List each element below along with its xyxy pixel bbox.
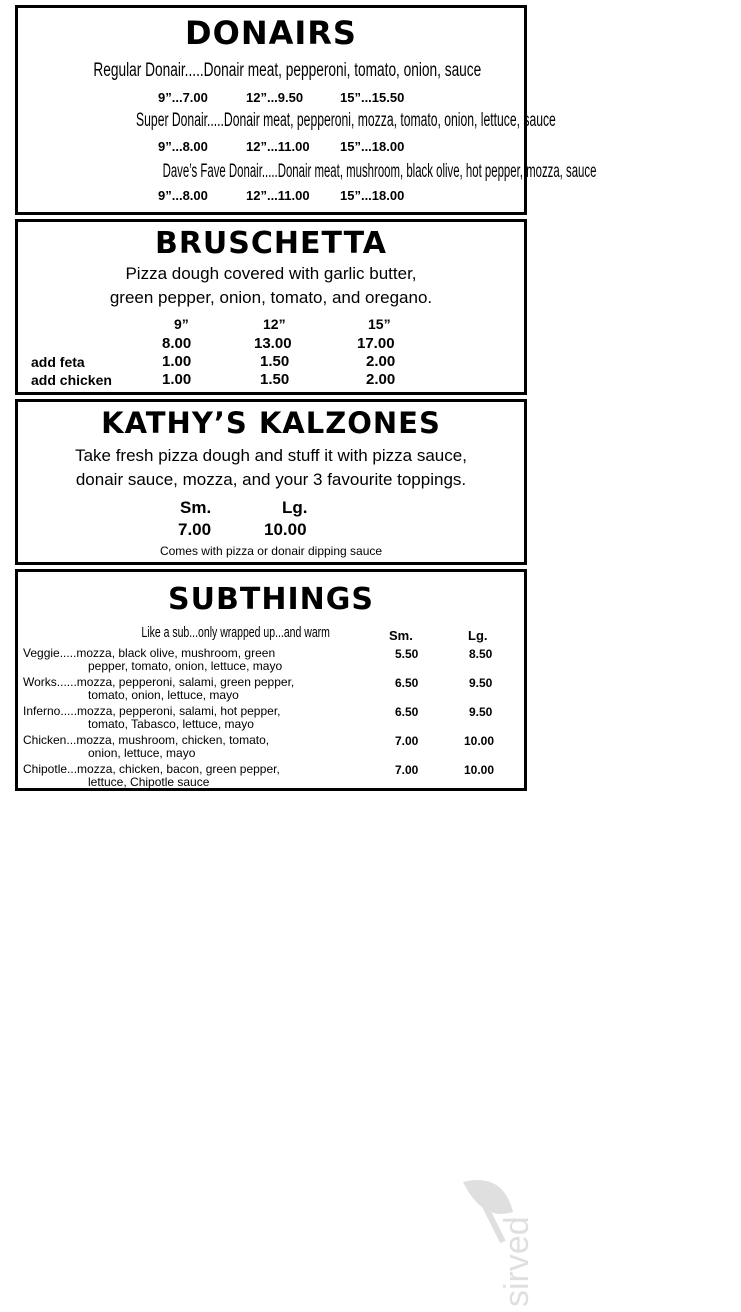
donair-price-12: 12”...11.00 [246,188,310,203]
donair-price-9: 9”...8.00 [158,139,208,154]
sub-item-line-2: tomato, Tabasco, lettuce, mayo [88,717,254,731]
sub-item-line-2: lettuce, Chipotle sauce [88,775,210,789]
donair-item [18,60,524,82]
donair-price-12: 12”...11.00 [246,139,310,154]
sub-item [18,733,524,762]
donair-desc: Regular Donair.....Donair meat, pepperoni, tomato, onion, sauce [93,60,482,81]
sub-item-lg-price: 10.00 [464,763,495,777]
sub-item-sm-price: 7.00 [395,734,419,748]
donairs-title: DONAIRS [185,14,357,52]
bruschetta-price-9: 8.00 [162,335,192,352]
watermark-text: sirved [498,1216,536,1307]
sub-item-sm-price: 6.50 [395,676,419,690]
sub-item-line-1: Chicken...mozza, mushroom, chicken, tomato, [23,733,270,747]
sub-item-lg-price: 10.00 [464,734,495,748]
donair-price-15: 15”...18.00 [340,139,405,154]
chicken-price-12: 1.50 [260,371,290,388]
sub-item-lg-price: 8.50 [469,647,493,661]
sub-item [18,646,524,675]
subthings-title: SUBTHINGS [168,582,374,617]
kalzones-desc-1: Take fresh pizza dough and stuff it with pizza sauce, [75,446,467,465]
donair-price-15: 15”...15.50 [340,90,405,105]
sub-item-sm-price: 7.00 [395,763,419,777]
sub-item-line-1: Inferno.....mozza, pepperoni, salami, hot pepper, [23,704,281,718]
sub-item-line-1: Works......mozza, pepperoni, salami, green pepper, [23,675,295,689]
sirved-logo-icon [443,1162,543,1312]
kalzones-title: KATHY’S KALZONES [101,406,441,440]
donair-desc: Dave’s Fave Donair.....Donair meat, mushroom, black olive, hot pepper, mozza, sauce [162,161,597,182]
subthings-tagline: Like a sub...only wrapped up...and warm [141,624,331,641]
kalzone-sm-label: Sm. [180,498,212,517]
bruschetta-desc-2: green pepper, onion, tomato, and oregano. [109,288,433,307]
feta-price-12: 1.50 [260,353,290,370]
kalzones-desc-2: donair sauce, mozza, and your 3 favourite toppings. [75,470,467,489]
bruschetta-desc-1: Pizza dough covered with garlic butter, [125,264,417,283]
donairs-section [15,5,597,215]
subthings-sm-label: Sm. [389,628,413,643]
bruschetta-price-12: 13.00 [254,335,292,352]
bruschetta-price-15: 17.00 [357,335,395,352]
chicken-price-15: 2.00 [366,371,396,388]
donair-price-9: 9”...7.00 [158,90,208,105]
chicken-price-9: 1.00 [162,371,192,388]
sub-item-line-2: pepper, tomato, onion, lettuce, mayo [88,659,283,673]
kalzone-sm-price: 7.00 [178,520,212,539]
sub-item-line-1: Chipotle...mozza, chicken, bacon, green pepper, [23,762,280,776]
sub-item [18,675,524,704]
sub-item-sm-price: 5.50 [395,647,419,661]
donair-desc: Super Donair.....Donair meat, pepperoni, mozza, tomato, onion, lettuce, sauce [136,110,556,131]
add-chicken-label: add chicken [31,372,112,388]
kalzones-note: Comes with pizza or donair dipping sauce [159,544,383,558]
donair-price-15: 15”...18.00 [340,188,405,203]
feta-price-9: 1.00 [162,353,192,370]
donair-price-12: 12”...9.50 [246,90,304,105]
sub-item-lg-price: 9.50 [469,676,493,690]
bruschetta-title: BRUSCHETTA [154,226,388,261]
add-feta-label: add feta [31,354,85,370]
feta-price-15: 2.00 [366,353,396,370]
sub-item-line-1: Veggie.....mozza, black olive, mushroom, green [23,646,276,660]
bruschetta-size-9: 9” [174,316,189,332]
bruschetta-size-12: 12” [263,316,286,332]
sub-item [18,762,524,791]
sub-item-line-2: tomato, onion, lettuce, mayo [88,688,239,702]
sub-item-lg-price: 9.50 [469,705,493,719]
kalzone-lg-label: Lg. [282,498,308,517]
sub-item [18,704,524,733]
subthings-lg-label: Lg. [468,628,488,643]
donair-item [18,110,556,132]
bruschetta-section [15,219,527,395]
kalzones-section [15,399,527,565]
kalzone-lg-price: 10.00 [264,520,307,539]
bruschetta-size-15: 15” [368,316,391,332]
donair-item [18,161,597,183]
sub-item-line-2: onion, lettuce, mayo [88,746,196,760]
donair-price-9: 9”...8.00 [158,188,208,203]
subthings-section [15,569,536,1307]
sub-item-sm-price: 6.50 [395,705,419,719]
